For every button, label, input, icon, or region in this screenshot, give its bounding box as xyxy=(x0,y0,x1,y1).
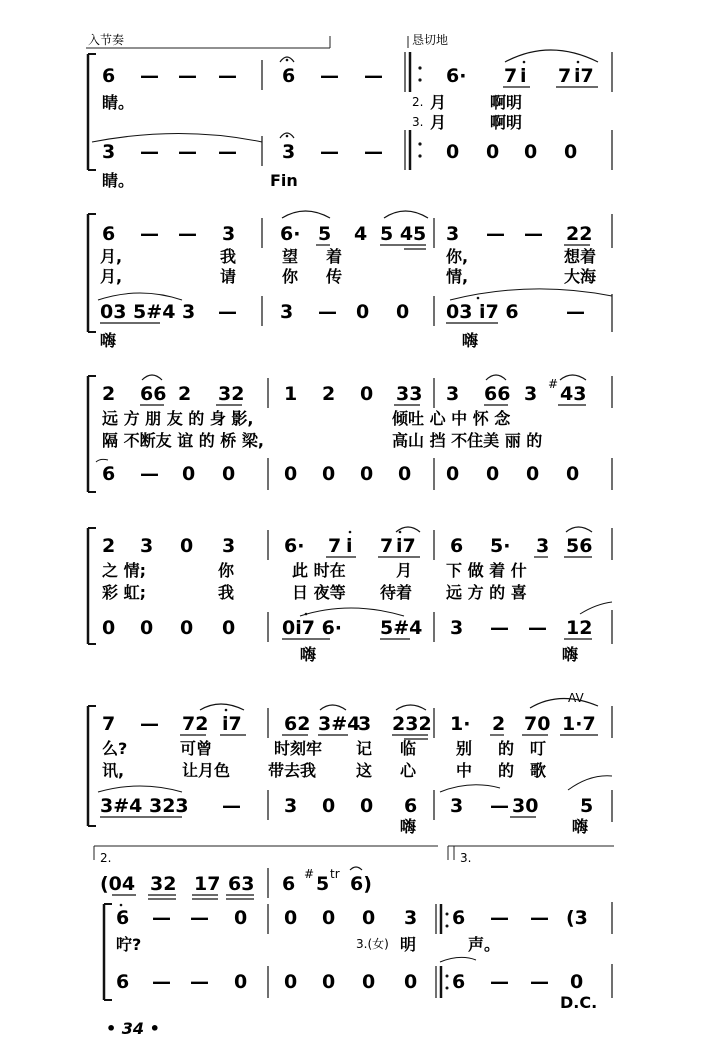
svg-text:6: 6 xyxy=(282,65,296,87)
page-number: • 34 • xyxy=(106,1019,160,1038)
svg-text:月,: 月, xyxy=(100,267,123,286)
svg-text:66: 66 xyxy=(484,383,511,405)
svg-text:0: 0 xyxy=(234,971,248,993)
svg-text:0: 0 xyxy=(362,907,376,929)
svg-text:倾吐 心 中 怀 念: 倾吐 心 中 怀 念 xyxy=(392,409,511,428)
svg-text:—: — xyxy=(486,223,505,245)
svg-text:0: 0 xyxy=(284,971,298,993)
svg-text:0: 0 xyxy=(564,141,578,163)
svg-text:33: 33 xyxy=(396,383,423,405)
svg-text:3: 3 xyxy=(404,907,418,929)
svg-text:远 方 的 喜: 远 方 的 喜 xyxy=(446,583,527,602)
svg-text:2: 2 xyxy=(178,383,192,405)
svg-text:6: 6 xyxy=(116,907,130,929)
svg-text:62: 62 xyxy=(284,713,311,735)
system2-lower xyxy=(98,289,612,332)
svg-text:5#4: 5#4 xyxy=(380,617,423,639)
svg-text:43: 43 xyxy=(560,383,587,405)
svg-text:3: 3 xyxy=(358,713,372,735)
system6-upper xyxy=(116,902,612,934)
svg-text:32: 32 xyxy=(218,383,245,405)
svg-text:6: 6 xyxy=(452,971,466,993)
svg-text:带去我: 带去我 xyxy=(268,761,317,780)
svg-text:—: — xyxy=(530,971,549,993)
svg-text:3.: 3. xyxy=(412,115,424,129)
svg-text:3: 3 xyxy=(450,617,464,639)
svg-text:大海: 大海 xyxy=(564,267,597,286)
svg-text:彩 虹;: 彩 虹; xyxy=(102,583,146,602)
svg-text:66: 66 xyxy=(140,383,167,405)
svg-text:17: 17 xyxy=(194,873,221,895)
system3-lyrics xyxy=(102,409,542,450)
system6-instrumental xyxy=(100,867,372,899)
svg-text:0: 0 xyxy=(356,301,370,323)
svg-text:tr: tr xyxy=(330,867,340,881)
svg-text:此 时在: 此 时在 xyxy=(292,561,346,580)
svg-text:啊明: 啊明 xyxy=(490,93,523,112)
svg-text:3#4: 3#4 xyxy=(318,713,361,735)
svg-text:3: 3 xyxy=(222,535,236,557)
svg-text:0: 0 xyxy=(284,463,298,485)
system5-lower xyxy=(98,776,612,822)
svg-text:—: — xyxy=(566,301,585,323)
svg-text:0: 0 xyxy=(404,971,418,993)
svg-text:0: 0 xyxy=(360,463,374,485)
svg-text:0i7 6·: 0i7 6· xyxy=(282,617,343,639)
system6-lyrics xyxy=(116,935,500,954)
svg-text:嗨: 嗨 xyxy=(572,817,589,836)
svg-text:—: — xyxy=(152,907,171,929)
svg-text:0: 0 xyxy=(322,463,336,485)
annotation-dc: D.C. xyxy=(560,993,598,1012)
svg-text:7: 7 xyxy=(102,713,116,735)
svg-text:想着: 想着 xyxy=(564,247,597,266)
svg-text:30: 30 xyxy=(512,795,539,817)
svg-text:月: 月 xyxy=(430,113,447,132)
svg-text:70: 70 xyxy=(524,713,551,735)
svg-text:0: 0 xyxy=(486,141,500,163)
svg-text:#: # xyxy=(548,377,559,391)
system3-upper xyxy=(102,375,612,408)
svg-text:—: — xyxy=(490,617,509,639)
svg-text:7: 7 xyxy=(558,65,572,87)
svg-text:2: 2 xyxy=(492,713,506,735)
svg-text:0: 0 xyxy=(396,301,410,323)
svg-text:6·: 6· xyxy=(284,535,305,557)
svg-text:明: 明 xyxy=(400,935,417,954)
svg-text:7: 7 xyxy=(380,535,394,557)
svg-text:0: 0 xyxy=(322,795,336,817)
svg-text:—: — xyxy=(320,141,339,163)
svg-text:—: — xyxy=(178,223,197,245)
svg-text:7: 7 xyxy=(328,535,342,557)
svg-text:3: 3 xyxy=(446,383,460,405)
svg-text:情,: 情, xyxy=(446,267,469,286)
svg-text:12: 12 xyxy=(566,617,593,639)
svg-text:请: 请 xyxy=(220,267,237,286)
svg-text:1: 1 xyxy=(284,383,298,405)
svg-text:2: 2 xyxy=(102,383,116,405)
volta-2: 2. xyxy=(100,851,112,865)
svg-text:咛?: 咛? xyxy=(116,935,142,954)
svg-text:—: — xyxy=(140,223,159,245)
svg-text:你: 你 xyxy=(218,561,235,580)
svg-text:—: — xyxy=(222,795,241,817)
svg-text:—: — xyxy=(528,617,547,639)
svg-text:0: 0 xyxy=(526,463,540,485)
svg-text:心: 心 xyxy=(400,761,417,780)
svg-text:的: 的 xyxy=(498,761,515,780)
svg-text:临: 临 xyxy=(400,739,417,758)
svg-text:—: — xyxy=(490,795,509,817)
svg-text:—: — xyxy=(490,971,509,993)
svg-text:—: — xyxy=(140,713,159,735)
svg-text:6): 6) xyxy=(350,873,372,895)
system3-lower xyxy=(96,458,612,490)
svg-text:别: 别 xyxy=(456,739,473,758)
svg-text:0: 0 xyxy=(446,141,460,163)
annotation-female: 3.(女) xyxy=(356,937,389,951)
svg-text:3: 3 xyxy=(280,301,294,323)
svg-text:—: — xyxy=(530,907,549,929)
system2-upper xyxy=(102,211,612,249)
svg-text:—: — xyxy=(152,971,171,993)
svg-text:5: 5 xyxy=(318,223,332,245)
svg-text:—: — xyxy=(178,141,197,163)
svg-text:5: 5 xyxy=(316,873,330,895)
svg-text:2: 2 xyxy=(322,383,336,405)
svg-text:0: 0 xyxy=(570,971,584,993)
svg-text:6: 6 xyxy=(282,873,296,895)
svg-text:—: — xyxy=(190,907,209,929)
svg-text:5: 5 xyxy=(580,795,594,817)
system4-upper xyxy=(102,527,612,560)
svg-text:i7: i7 xyxy=(222,713,242,735)
system5-upper xyxy=(102,691,612,739)
svg-text:—: — xyxy=(524,223,543,245)
svg-text:着: 着 xyxy=(326,247,343,266)
svg-text:啊明: 啊明 xyxy=(490,113,523,132)
svg-text:你,: 你, xyxy=(446,247,469,266)
svg-text:我: 我 xyxy=(218,583,235,602)
svg-text:0: 0 xyxy=(180,617,194,639)
svg-text:睛。: 睛。 xyxy=(102,93,135,112)
svg-text:03 5#4 3: 03 5#4 3 xyxy=(100,301,196,323)
svg-text:0: 0 xyxy=(234,907,248,929)
svg-text:i7: i7 xyxy=(396,535,416,557)
annotation-tempo: 恳切地 xyxy=(412,33,449,47)
ornament-av: AV xyxy=(568,691,584,705)
svg-text:6·: 6· xyxy=(280,223,301,245)
svg-text:下 做 着 什: 下 做 着 什 xyxy=(446,561,527,580)
svg-text:6: 6 xyxy=(404,795,418,817)
svg-text:i7: i7 xyxy=(574,65,594,87)
svg-text:1·: 1· xyxy=(450,713,471,735)
svg-text:—: — xyxy=(140,463,159,485)
svg-text:6: 6 xyxy=(102,223,116,245)
svg-text:03 i7 6: 03 i7 6 xyxy=(446,301,519,323)
svg-text:你: 你 xyxy=(282,267,299,286)
svg-text:i: i xyxy=(520,65,527,87)
svg-text:嗨: 嗨 xyxy=(300,645,317,664)
svg-text:3: 3 xyxy=(222,223,236,245)
svg-text:5 45: 5 45 xyxy=(380,223,427,245)
svg-text:月,: 月, xyxy=(100,247,123,266)
svg-text:传: 传 xyxy=(326,267,343,286)
svg-text:56: 56 xyxy=(566,535,593,557)
svg-text:6: 6 xyxy=(116,971,130,993)
svg-text:—: — xyxy=(140,141,159,163)
svg-text:0: 0 xyxy=(362,971,376,993)
svg-text:0: 0 xyxy=(322,971,336,993)
svg-text:0: 0 xyxy=(180,535,194,557)
svg-text:睛。: 睛。 xyxy=(102,171,135,190)
svg-text:的: 的 xyxy=(498,739,515,758)
svg-text:—: — xyxy=(364,141,383,163)
svg-text:4: 4 xyxy=(354,223,368,245)
svg-text:—: — xyxy=(320,65,339,87)
system2-lyrics xyxy=(100,247,597,286)
svg-text:么?: 么? xyxy=(102,739,128,758)
svg-text:之 情;: 之 情; xyxy=(102,561,146,580)
svg-text:远 方 朋 友 的 身 影,: 远 方 朋 友 的 身 影, xyxy=(102,409,254,428)
svg-text:72: 72 xyxy=(182,713,209,735)
system4-lower xyxy=(102,602,612,644)
svg-text:—: — xyxy=(218,65,237,87)
svg-text:7: 7 xyxy=(504,65,518,87)
svg-text:—: — xyxy=(190,971,209,993)
svg-text:0: 0 xyxy=(182,463,196,485)
svg-text:1·7: 1·7 xyxy=(562,713,596,735)
svg-text:—: — xyxy=(218,301,237,323)
svg-text:讯,: 讯, xyxy=(102,761,125,780)
svg-text:0: 0 xyxy=(322,907,336,929)
svg-text:0: 0 xyxy=(398,463,412,485)
annotation-intro: 入节奏 xyxy=(88,33,125,47)
svg-text:歌: 歌 xyxy=(530,761,547,780)
system1-lyrics xyxy=(102,93,522,132)
svg-text:待着: 待着 xyxy=(380,583,413,602)
svg-text:3: 3 xyxy=(450,795,464,817)
svg-text:0: 0 xyxy=(446,463,460,485)
svg-text:—: — xyxy=(140,65,159,87)
svg-text:—: — xyxy=(364,65,383,87)
svg-text:0: 0 xyxy=(360,795,374,817)
svg-text:嗨: 嗨 xyxy=(100,331,117,350)
svg-text:嗨: 嗨 xyxy=(400,817,417,836)
svg-text:5·: 5· xyxy=(490,535,511,557)
svg-text:时刻牢: 时刻牢 xyxy=(274,739,323,758)
svg-text:0: 0 xyxy=(284,907,298,929)
svg-text:月: 月 xyxy=(396,561,413,580)
svg-text:嗨: 嗨 xyxy=(562,645,579,664)
svg-text:我: 我 xyxy=(220,247,237,266)
annotation-fin: Fin xyxy=(270,171,298,190)
svg-text:声。: 声。 xyxy=(468,935,501,954)
svg-text:—: — xyxy=(178,65,197,87)
system4-lyrics xyxy=(102,561,527,602)
svg-text:0: 0 xyxy=(486,463,500,485)
svg-text:—: — xyxy=(318,301,337,323)
svg-text:0: 0 xyxy=(222,617,236,639)
svg-text:这: 这 xyxy=(356,761,373,780)
svg-text:隔 不断友 谊 的 桥 梁,: 隔 不断友 谊 的 桥 梁, xyxy=(102,431,264,450)
system6-lower xyxy=(116,957,612,998)
svg-text:#: # xyxy=(304,867,315,881)
svg-text:嗨: 嗨 xyxy=(462,331,479,350)
svg-text:63: 63 xyxy=(228,873,255,895)
svg-text:0: 0 xyxy=(140,617,154,639)
svg-text:3: 3 xyxy=(282,141,296,163)
svg-text:高山 挡 不住美 丽 的: 高山 挡 不住美 丽 的 xyxy=(392,431,543,450)
svg-text:0: 0 xyxy=(222,463,236,485)
svg-text:让月色: 让月色 xyxy=(182,761,231,780)
svg-text:日 夜等: 日 夜等 xyxy=(292,583,346,602)
svg-text:232: 232 xyxy=(392,713,432,735)
svg-text:3: 3 xyxy=(140,535,154,557)
system1-lower xyxy=(92,130,612,170)
svg-text:—: — xyxy=(218,141,237,163)
svg-text:6·: 6· xyxy=(446,65,467,87)
svg-text:2.: 2. xyxy=(412,95,424,109)
svg-text:—: — xyxy=(490,907,509,929)
svg-text:(04: (04 xyxy=(100,873,136,895)
svg-text:记: 记 xyxy=(356,739,373,758)
svg-text:32: 32 xyxy=(150,873,177,895)
svg-text:2: 2 xyxy=(102,535,116,557)
svg-text:6: 6 xyxy=(450,535,464,557)
svg-text:3: 3 xyxy=(524,383,538,405)
svg-text:3: 3 xyxy=(536,535,550,557)
svg-text:0: 0 xyxy=(360,383,374,405)
volta-3: 3. xyxy=(460,851,472,865)
svg-text:(3: (3 xyxy=(566,907,588,929)
svg-text:0: 0 xyxy=(524,141,538,163)
svg-text:3: 3 xyxy=(102,141,116,163)
svg-text:i: i xyxy=(346,535,353,557)
svg-text:3: 3 xyxy=(284,795,298,817)
svg-text:0: 0 xyxy=(566,463,580,485)
svg-text:中: 中 xyxy=(456,761,473,780)
system5-lyrics xyxy=(102,739,546,780)
svg-text:6: 6 xyxy=(102,65,116,87)
svg-text:6: 6 xyxy=(452,907,466,929)
svg-text:22: 22 xyxy=(566,223,593,245)
system1-upper xyxy=(102,50,612,92)
svg-text:月: 月 xyxy=(430,93,447,112)
svg-text:3: 3 xyxy=(446,223,460,245)
svg-text:叮: 叮 xyxy=(530,739,547,758)
svg-text:0: 0 xyxy=(102,617,116,639)
svg-text:可曾: 可曾 xyxy=(180,739,213,758)
svg-text:3#4 323: 3#4 323 xyxy=(100,795,189,817)
svg-text:6: 6 xyxy=(102,463,116,485)
svg-text:望: 望 xyxy=(282,247,299,266)
